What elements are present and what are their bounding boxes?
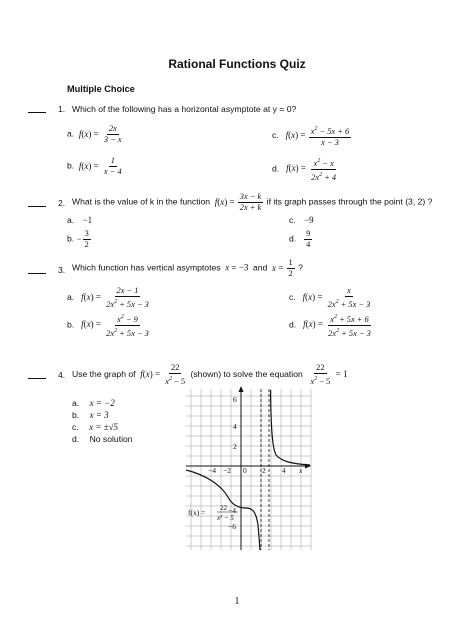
q3-asymptote-2: x = $\frac{1}{2}$ (269, 258, 293, 278)
graph-grid (186, 389, 311, 550)
choice-label: b. (67, 160, 75, 171)
q4-choice-d (72, 434, 133, 444)
choice-label: c. (289, 215, 296, 225)
q3-text-q: ? (298, 262, 303, 273)
q4-function: f(x) = $\frac{22}{x^2 - 5}$ (137, 363, 186, 386)
page-number: 1 (234, 596, 240, 607)
question-number-1: 1. (58, 104, 66, 114)
choice-label: b. (67, 233, 75, 244)
q3-a-expression: f(x) = $\frac{2x - 1}{2x^2 + 5x - 3}$ (76, 286, 149, 309)
q4-text-start: Use the graph of (72, 368, 136, 379)
choice-label: d. (289, 319, 297, 330)
choice-label: b. (67, 319, 75, 330)
choice-label: c. (289, 291, 296, 302)
choice-label: d. (289, 233, 297, 244)
x-tick-2: 2 (262, 466, 266, 475)
function-graph (186, 385, 316, 550)
answer-blank-4[interactable] (28, 370, 46, 379)
q1-choice-c (272, 124, 352, 148)
choice-label: d. (72, 434, 80, 444)
x-tick-0: 0 (243, 466, 247, 475)
q3-text-start: Which function has vertical asymptotes (72, 262, 221, 273)
q4-d-value: No solution (89, 434, 133, 444)
y-tick-4: 4 (233, 422, 237, 431)
question-number-4: 4. (58, 370, 66, 380)
q1-choice-a (67, 124, 125, 145)
q3-choice-b (67, 312, 152, 339)
q1-choice-d (272, 156, 339, 183)
q2-choice-d (289, 229, 313, 250)
q2-c-value: −9 (304, 215, 314, 225)
q1-c-expression: f(x) = $\frac{x^2 - 5x + 6}{x - 3}$ (281, 126, 350, 147)
q4-choice-b (72, 410, 109, 420)
answer-blank-1[interactable] (28, 104, 46, 113)
curve-label: f(x) = (188, 508, 206, 517)
choice-label: c. (72, 422, 79, 432)
choice-label: d. (272, 163, 280, 174)
y-tick-6: 6 (233, 395, 237, 404)
question-number-3: 3. (58, 265, 66, 275)
y-axis-arrow (239, 386, 244, 392)
q4-b-value: x = 3 (89, 410, 109, 420)
q3-text-and: and (252, 262, 268, 273)
q4-choice-c (72, 422, 118, 432)
q2-a-value: −1 (82, 215, 93, 225)
choice-label: b. (72, 410, 80, 420)
q4-c-value: x = ±√5 (89, 422, 119, 432)
q4-text-shown: (shown) to solve the equation (190, 368, 303, 379)
q2-b-value: − $\frac{3}{2}$ (76, 229, 89, 249)
q3-d-expression: f(x) = $\frac{x^2 + 5x + 6}{2x^2 + 5x - 3}$ (298, 314, 371, 338)
q4-equation: $\frac{22}{x^2 - 5}$ (310, 363, 331, 386)
choice-label: a. (67, 291, 75, 302)
y-tick-neg4: −4 (228, 506, 236, 515)
answer-blank-2[interactable] (28, 198, 46, 207)
x-tick-neg2: −2 (223, 466, 231, 475)
curve-right-branch (271, 390, 311, 465)
q2-function: f(x) = $\frac{3x - k}{2x + k}$ (212, 192, 262, 212)
x-tick-4: 4 (282, 466, 286, 475)
question-number-2: 2. (58, 198, 66, 208)
q1-b-expression: f(x) = $\frac{1}{x - 4}$ (76, 156, 122, 176)
q3-choice-a (67, 286, 152, 310)
svg-text:22: 22 (220, 504, 227, 512)
q4-choice-a (72, 398, 115, 408)
question-text-2 (72, 192, 432, 213)
q2-choice-c (289, 215, 314, 225)
q2-text-start: What is the value of k in the function (72, 196, 211, 207)
question-text-3 (72, 258, 303, 279)
q2-choice-a (67, 215, 92, 225)
choice-label: a. (67, 128, 75, 139)
q2-choice-b (67, 229, 92, 250)
q3-choice-d (289, 312, 374, 339)
q2-text-end: if its graph passes through the point (3, 2) ? (266, 196, 433, 207)
q1-choice-b (67, 156, 125, 177)
question-text-4 (72, 363, 347, 387)
question-text-1: Which of the following has a horizontal asymptote at y = 0? (72, 104, 297, 114)
q3-choice-c (289, 286, 373, 310)
svg-text:x² − 5: x² − 5 (217, 514, 234, 522)
q4-a-value: x = −2 (89, 398, 115, 408)
x-tick-neg4: −4 (208, 466, 216, 475)
q4-equation-rhs: = 1 (335, 368, 348, 379)
choice-label: c. (272, 129, 279, 140)
section-heading: Multiple Choice (67, 84, 135, 94)
choice-label: a. (67, 215, 75, 225)
answer-blank-3[interactable] (28, 265, 46, 274)
q3-b-expression: f(x) = $\frac{x^2 - 9}{2x^2 + 5x - 3}$ (76, 314, 149, 338)
x-axis-label: x (299, 466, 303, 475)
y-tick-neg6: −6 (228, 522, 236, 531)
q1-d-expression: f(x) = $\frac{x^2 - x}{2x^2 + 4}$ (281, 158, 337, 182)
q3-asymptote-1: x = −3 (222, 262, 249, 273)
q3-c-expression: f(x) = $\frac{x}{2x^2 + 5x - 3}$ (298, 286, 371, 309)
quiz-title: Rational Functions Quiz (168, 57, 306, 71)
q1-a-expression: f(x) = $\frac{2x}{3 - x}$ (76, 124, 122, 144)
y-tick-2: 2 (233, 442, 237, 451)
q2-d-value: $\frac{9}{4}$ (306, 229, 311, 249)
choice-label: a. (72, 398, 80, 408)
